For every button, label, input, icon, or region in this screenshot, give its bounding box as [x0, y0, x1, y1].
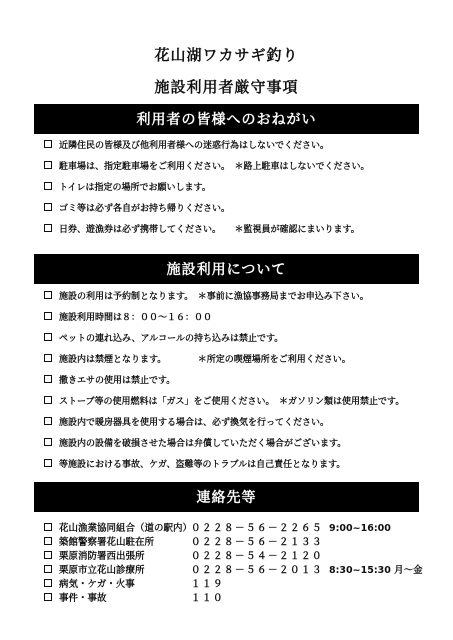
checkbox-icon	[44, 224, 52, 232]
contact-number: １１９	[191, 579, 225, 590]
checkbox-icon	[44, 523, 52, 531]
list-item	[44, 333, 283, 345]
list-item-text: ストーブ等の使用燃料は「ガス」をご使用ください。 ＊ガソリン類は使用禁止です。	[59, 397, 405, 407]
list-item	[44, 396, 404, 408]
list-item	[44, 459, 345, 471]
list-item-text: 施設内で暖房器具を使用する場合は、必ず換気を行ってください。	[59, 418, 330, 428]
contact-hours: 8:30~15:30 月～金	[329, 565, 423, 576]
checkbox-icon	[44, 140, 52, 148]
list-item	[44, 312, 212, 324]
list-item-text: 施設内は禁煙となります。 ＊所定の喫煙場所をご利用ください。	[59, 355, 351, 365]
list-item-text: 施設の利用は予約制となります。 ＊事前に漁協事務局までお申込み下さい。	[59, 292, 369, 302]
contact-name: 栗原市立花山診療所	[59, 565, 145, 576]
document-title: 花山湖ワカサギ釣り	[154, 46, 299, 64]
checkbox-icon	[44, 593, 52, 601]
list-item	[44, 291, 369, 303]
list-item	[44, 224, 360, 236]
list-item-text: 施設利用時間は８：００～１６：００	[59, 313, 213, 323]
contact-number: ０２２８－５６－２０１３	[191, 565, 324, 576]
checkbox-icon	[44, 375, 52, 383]
contact-number: ０２２８－５６－２１３３	[191, 537, 324, 548]
contact-row	[44, 565, 423, 577]
contacts-heading: 連絡先等	[34, 482, 419, 512]
list-item-text: 等施設における事故、ケガ、盗難等のトラブルは自己責任となります。	[59, 460, 346, 470]
contact-hours: 9:00~16:00	[329, 523, 391, 534]
requests-heading: 利用者の皆様へのおねがい	[34, 104, 419, 134]
contact-row	[44, 593, 224, 605]
list-item-text: 駐車場は、指定駐車場をご利用ください。 ＊路上駐車はしないでください。	[59, 162, 370, 172]
checkbox-icon	[44, 354, 52, 362]
contact-row	[44, 579, 224, 591]
checkbox-icon	[44, 551, 52, 559]
list-item	[44, 438, 346, 450]
checkbox-icon	[44, 459, 52, 467]
contact-row	[44, 551, 323, 563]
list-item-text: 施設内の設備を破損させた場合は弁償していただく場合がございます。	[59, 439, 347, 449]
list-item-text: 近隣住民の皆様及び他利用者様への迷惑行為はしないでください。	[59, 141, 330, 151]
checkbox-icon	[44, 291, 52, 299]
list-item	[44, 140, 329, 152]
facility-heading: 施設利用について	[34, 254, 419, 284]
document-subtitle: 施設利用者厳守事項	[154, 78, 299, 96]
contact-name: 栗原消防署西出張所	[59, 551, 145, 562]
list-item	[44, 417, 329, 429]
list-item-text: トイレは指定の場所でお願いします。	[59, 183, 211, 193]
list-item	[44, 354, 351, 366]
checkbox-icon	[44, 537, 52, 545]
list-item	[44, 182, 211, 194]
checkbox-icon	[44, 333, 52, 341]
list-item-text: 撒きエサの使用は禁止です。	[59, 376, 176, 386]
list-item	[44, 203, 230, 215]
contact-name: 事件・事故	[59, 593, 107, 604]
list-item	[44, 161, 370, 173]
contact-name: 花山漁業協同組合（道の駅内）	[59, 523, 193, 534]
list-item-text: 日券、遊漁券は必ず携帯してください。 ＊監視員が確認にまいります。	[59, 225, 360, 235]
contact-number: １１０	[191, 593, 225, 604]
contact-row	[44, 537, 323, 549]
contact-number: ０２２８－５４－２１２０	[191, 551, 324, 562]
contact-name: 築館警察署花山駐在所	[59, 537, 155, 548]
checkbox-icon	[44, 396, 52, 404]
checkbox-icon	[44, 565, 52, 573]
checkbox-icon	[44, 438, 52, 446]
contact-name: 病気・ケガ・火事	[59, 579, 135, 590]
checkbox-icon	[44, 161, 52, 169]
contact-number: ０２２８－５６－２２６５	[191, 523, 324, 534]
checkbox-icon	[44, 182, 52, 190]
checkbox-icon	[44, 579, 52, 587]
list-item-text: ゴミ等は必ず各自がお持ち帰りください。	[59, 204, 231, 214]
list-item-text: ペットの連れ込み、アルコールの持ち込みは禁止です。	[59, 334, 284, 344]
checkbox-icon	[44, 312, 52, 320]
checkbox-icon	[44, 417, 52, 425]
list-item	[44, 375, 175, 387]
contact-row	[44, 523, 391, 535]
checkbox-icon	[44, 203, 52, 211]
